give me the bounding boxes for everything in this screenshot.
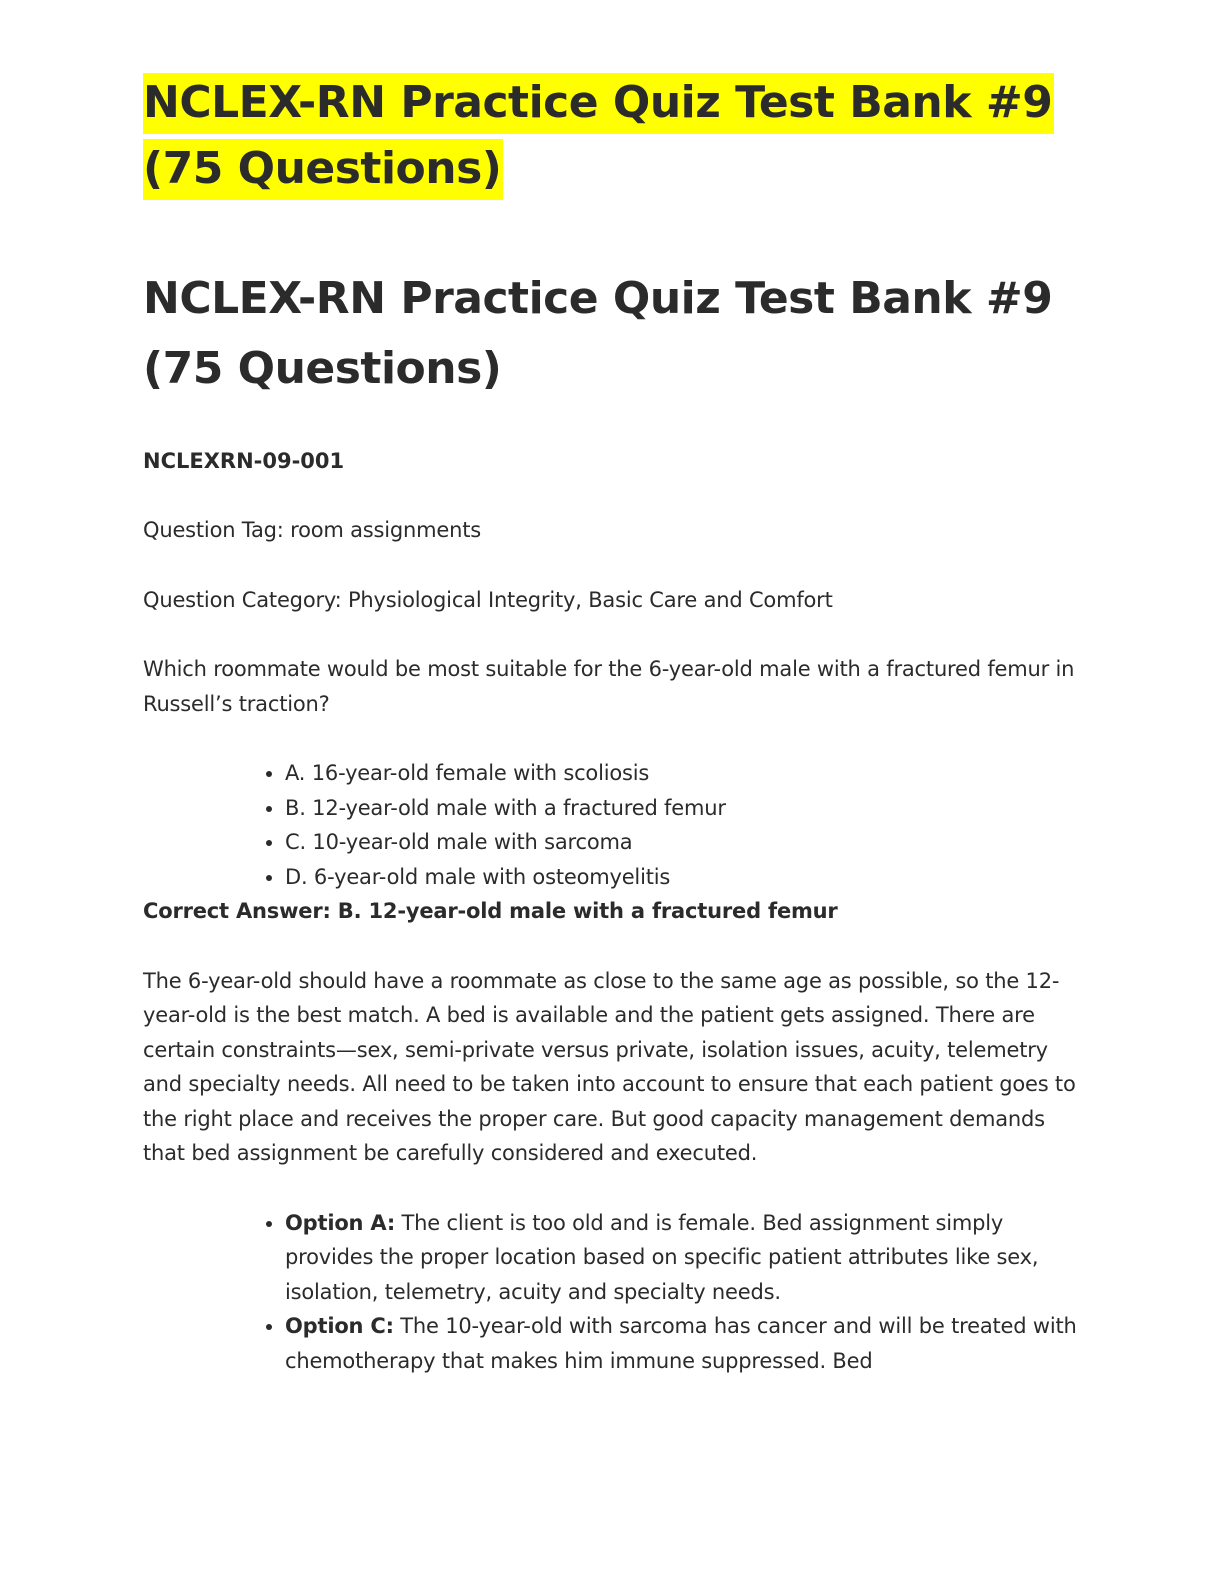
explanation-item [285, 1206, 1083, 1310]
answer-option-a: • A. 16-year-old female with scoliosis [285, 756, 1083, 791]
explanation-item [285, 1309, 1083, 1378]
question-id: NCLEXRN-09-001 [143, 449, 345, 473]
highlighted-title [143, 70, 1083, 202]
explanation-text: The client is too old and is female. Bed assignment simply provides the proper location based on specific patient attributes like sex, isolation, telemetry, acuity and specialty needs. [285, 1210, 1039, 1304]
page-title: NCLEX-RN Practice Quiz Test Bank #9 (75 Questions) [143, 273, 1053, 394]
explanation-label: Option C: [285, 1314, 394, 1338]
question-tag: Question Tag: room assignments [143, 518, 481, 542]
explanations-list [143, 1206, 1083, 1379]
answer-option-c: • C. 10-year-old male with sarcoma [285, 825, 1083, 860]
rationale: The 6-year-old should have a roommate as close to the same age as possible, so the 12-year-old is the best match. A bed is available and the patient gets assigned. There are certain constraints—sex, semi-private versus private, isolation issues, acuity, telemetry and specialty needs. All need to be taken into account to ensure that each patient goes to the right place and receives the proper care. But good capacity management demands that bed assignment be carefully considered and executed. [143, 968, 1076, 1165]
answer-option-b: • B. 12-year-old male with a fractured femur [285, 791, 1083, 826]
explanation-label: Option A: [285, 1210, 396, 1235]
answer-options-list [143, 756, 1083, 894]
correct-answer: Correct Answer: B. 12-year-old male with a fractured femur [143, 899, 838, 923]
explanation-text: The 10-year-old with sarcoma has cancer and will be treated with chemotherapy that makes him immune suppressed. Bed [285, 1314, 1077, 1373]
question-stem: Which roommate would be most suitable for the 6-year-old male with a fractured femur in Russell’s traction? [143, 657, 1075, 716]
answer-option-d: • D. 6-year-old male with osteomyelitis [285, 860, 1083, 895]
highlighted-title-text: NCLEX-RN Practice Quiz Test Bank #9 (75 Questions) [143, 73, 1054, 200]
document-page [143, 70, 1083, 1378]
question-category: Question Category: Physiological Integrity, Basic Care and Comfort [143, 587, 833, 612]
